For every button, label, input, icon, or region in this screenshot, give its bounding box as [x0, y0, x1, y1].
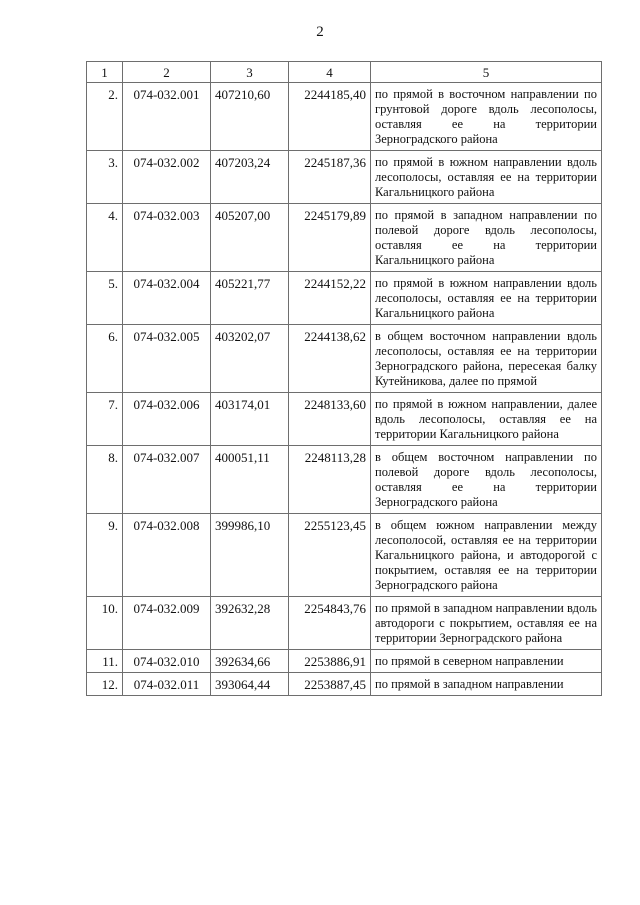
table-row: [87, 151, 602, 204]
table-row: [87, 325, 602, 393]
coordinate-y: 2245179,89: [289, 204, 371, 272]
coordinate-y: 2255123,45: [289, 514, 371, 597]
coordinate-y: 2253886,91: [289, 650, 371, 673]
coordinate-y: 2245187,36: [289, 151, 371, 204]
column-header-1: 1: [87, 62, 123, 83]
boundary-description: по прямой в восточном направлении по грунтовой дороге вдоль лесополосы, оставляя ее на территории Зерноградского района: [371, 83, 602, 151]
column-header-5: 5: [371, 62, 602, 83]
row-number: 11.: [87, 650, 123, 673]
table-row: [87, 673, 602, 696]
coordinate-x: 392632,28: [211, 597, 289, 650]
row-number: 4.: [87, 204, 123, 272]
row-number: 5.: [87, 272, 123, 325]
point-code: 074-032.009: [123, 597, 211, 650]
point-code: 074-032.007: [123, 446, 211, 514]
boundary-description: по прямой в южном направлении вдоль лесополосы, оставляя ее на территории Кагальницкого района: [371, 151, 602, 204]
point-code: 074-032.010: [123, 650, 211, 673]
coordinate-x: 399986,10: [211, 514, 289, 597]
boundary-description: по прямой в западном направлении вдоль автодороги с покрытием, оставляя ее на территории Зерноградского района: [371, 597, 602, 650]
coordinate-x: 407203,24: [211, 151, 289, 204]
point-code: 074-032.006: [123, 393, 211, 446]
coordinate-y: 2253887,45: [289, 673, 371, 696]
boundary-description: по прямой в западном направлении по полевой дороге вдоль лесополосы, оставляя ее на территории Кагальницкого района: [371, 204, 602, 272]
boundary-description: по прямой в южном направлении, далее вдоль лесополосы, оставляя ее на территории Кагальницкого района: [371, 393, 602, 446]
coordinate-x: 393064,44: [211, 673, 289, 696]
coordinate-x: 392634,66: [211, 650, 289, 673]
row-number: 10.: [87, 597, 123, 650]
boundary-description: в общем южном направлении между лесополосой, оставляя ее на территории Кагальницкого района, и автодорогой с покрытием, оставляя ее на территории Зерноградского района: [371, 514, 602, 597]
row-number: 7.: [87, 393, 123, 446]
coordinate-x: 403174,01: [211, 393, 289, 446]
boundary-description: в общем восточном направлении по полевой дороге вдоль лесополосы, оставляя ее на территории Зерноградского района: [371, 446, 602, 514]
coordinate-x: 403202,07: [211, 325, 289, 393]
point-code: 074-032.002: [123, 151, 211, 204]
coordinate-x: 407210,60: [211, 83, 289, 151]
point-code: 074-032.011: [123, 673, 211, 696]
table-row: [87, 83, 602, 151]
column-header-2: 2: [123, 62, 211, 83]
table-row: [87, 514, 602, 597]
row-number: 2.: [87, 83, 123, 151]
boundary-description: по прямой в южном направлении вдоль лесополосы, оставляя ее на территории Кагальницкого района: [371, 272, 602, 325]
coordinate-x: 400051,11: [211, 446, 289, 514]
point-code: 074-032.004: [123, 272, 211, 325]
table-header-row: [87, 62, 602, 83]
row-number: 12.: [87, 673, 123, 696]
point-code: 074-032.003: [123, 204, 211, 272]
page-number: 2: [316, 24, 324, 40]
coordinate-y: 2248113,28: [289, 446, 371, 514]
coordinate-x: 405221,77: [211, 272, 289, 325]
table-row: [87, 204, 602, 272]
point-code: 074-032.008: [123, 514, 211, 597]
coordinate-y: 2244152,22: [289, 272, 371, 325]
table-row: [87, 446, 602, 514]
table-row: [87, 650, 602, 673]
column-header-3: 3: [211, 62, 289, 83]
row-number: 6.: [87, 325, 123, 393]
point-code: 074-032.005: [123, 325, 211, 393]
table-row: [87, 393, 602, 446]
row-number: 8.: [87, 446, 123, 514]
table-body: [87, 83, 602, 696]
boundary-description: по прямой в северном направлении: [371, 650, 602, 673]
coordinate-x: 405207,00: [211, 204, 289, 272]
coordinate-y: 2254843,76: [289, 597, 371, 650]
boundary-description: в общем восточном направлении вдоль лесополосы, оставляя ее на территории Зерноградского района, пересекая балку Кутейникова, далее по прямой: [371, 325, 602, 393]
boundary-table: [86, 61, 602, 696]
table-row: [87, 272, 602, 325]
boundary-description: по прямой в западном направлении: [371, 673, 602, 696]
coordinate-y: 2244138,62: [289, 325, 371, 393]
table-row: [87, 597, 602, 650]
column-header-4: 4: [289, 62, 371, 83]
coordinate-y: 2244185,40: [289, 83, 371, 151]
point-code: 074-032.001: [123, 83, 211, 151]
row-number: 3.: [87, 151, 123, 204]
coordinate-y: 2248133,60: [289, 393, 371, 446]
row-number: 9.: [87, 514, 123, 597]
